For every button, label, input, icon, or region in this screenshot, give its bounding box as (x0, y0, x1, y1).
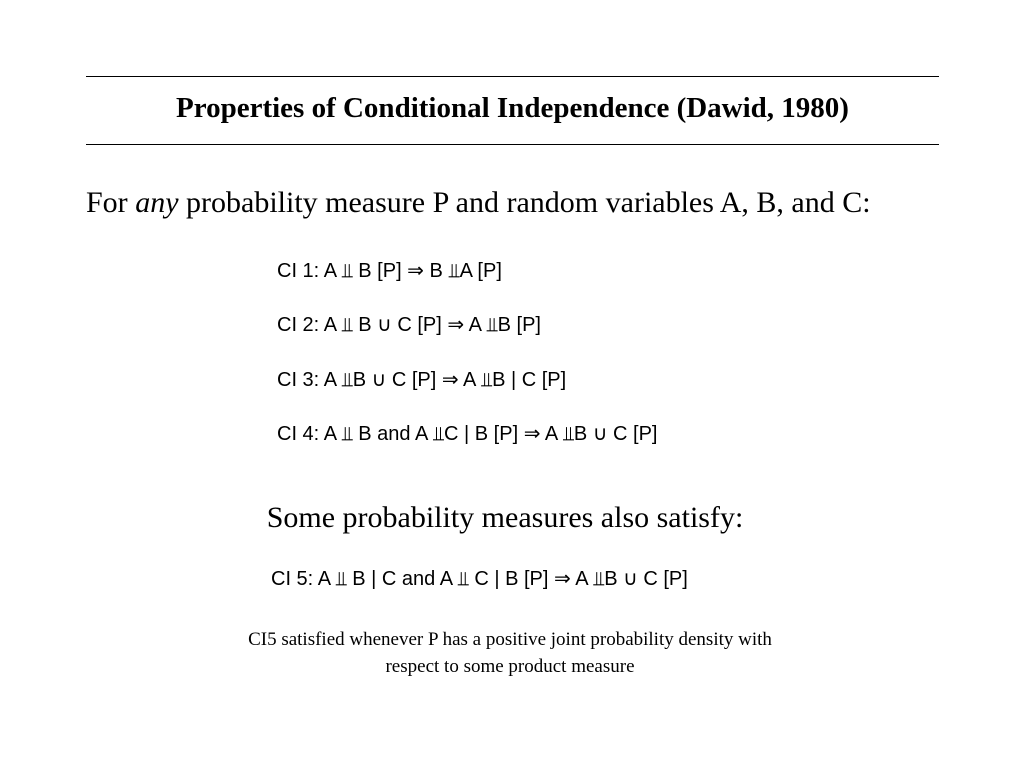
property-ci5: CI 5: A ⫫ B | C and A ⫫ C | B [P] ⇒ A ⫫B ∪ C [P] (271, 568, 688, 590)
top-rule (86, 76, 939, 77)
property-ci2: CI 2: A ⫫ B ∪ C [P] ⇒ A ⫫B [P] (277, 314, 541, 336)
intro-text-end: probability measure P and random variables A, B, and C: (178, 186, 871, 219)
property-ci3: CI 3: A ⫫B ∪ C [P] ⇒ A ⫫B | C [P] (277, 369, 567, 391)
intro-emphasis: any (135, 186, 179, 219)
footnote-line-1: CI5 satisfied whenever P has a positive joint probability density with (248, 629, 772, 650)
title-underline-rule (86, 144, 939, 145)
property-ci4: CI 4: A ⫫ B and A ⫫C | B [P] ⇒ A ⫫B ∪ C [P] (277, 423, 658, 445)
intro-sentence (86, 186, 871, 220)
intro-text-start: For (86, 186, 136, 219)
slide-title: Properties of Conditional Independence (Dawid, 1980) (176, 92, 849, 124)
subheading: Some probability measures also satisfy: (266, 501, 744, 534)
property-ci1: CI 1: A ⫫ B [P] ⇒ B ⫫A [P] (277, 260, 502, 282)
footnote (0, 626, 1020, 680)
footnote-line-2: respect to some product measure (385, 656, 635, 677)
